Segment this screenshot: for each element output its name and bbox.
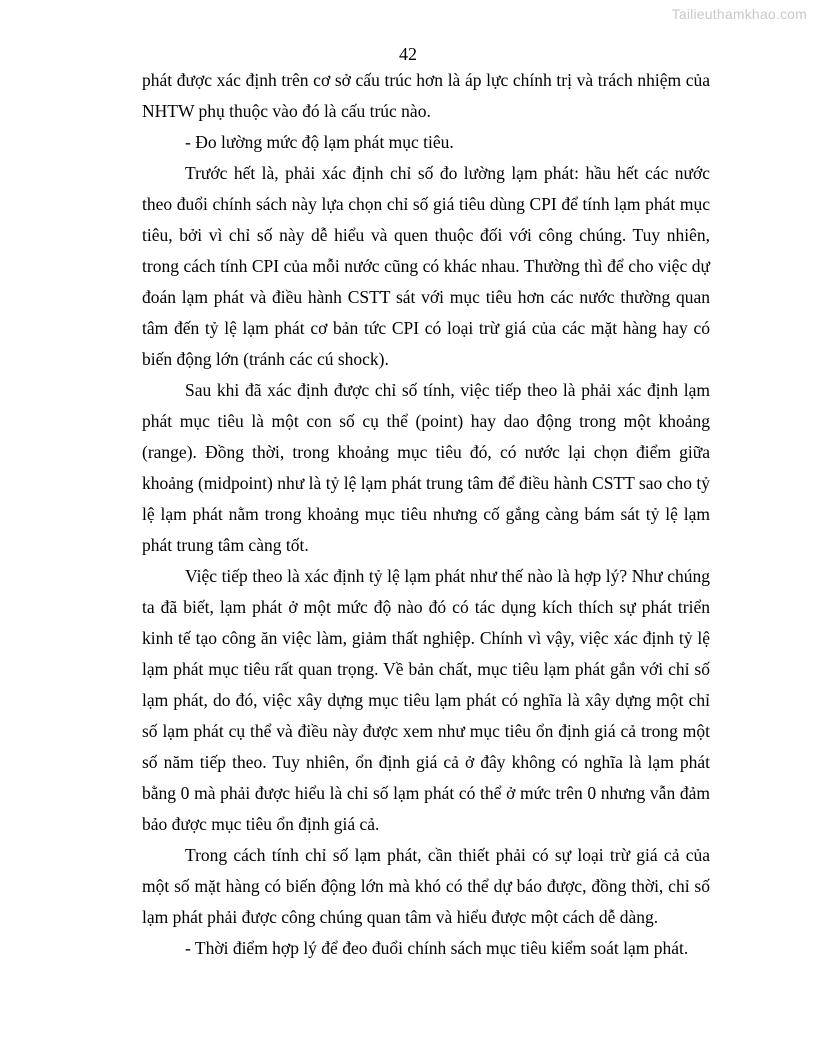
paragraph-exclusion: Trong cách tính chỉ số lạm phát, cần thiết phải có sự loại trừ giá cả của một số mặt hàng có biến động lớn mà khó có thể dự báo được, đồng thời, chỉ số lạm phát phải được công chúng quan tâm và hiểu được một cách dễ dàng. xyxy=(142,845,710,927)
paragraph-reasonable-rate: Việc tiếp theo là xác định tỷ lệ lạm phát như thế nào là hợp lý? Như chúng ta đã biết, lạm phát ở một mức độ nào đó có tác dụng kích thích sự phát triển kinh tế tạo công ăn việc làm, giảm thất nghiệp. Chính vì vậy, việc xác định tỷ lệ lạm phát mục tiêu rất quan trọng. Về bản chất, mục tiêu lạm phát gắn với chỉ số lạm phát, do đó, việc xây dựng mục tiêu lạm phát có nghĩa là xây dựng một chỉ số lạm phát cụ thể và điều này được xem như mục tiêu ổn định giá cả trong một số năm tiếp theo. Tuy nhiên, ổn định giá cả ở đây không có nghĩa là lạm phát bằng 0 mà phải được hiểu là chỉ số lạm phát có thể ở mức trên 0 nhưng vẫn đảm bảo được mục tiêu ổn định giá cả. xyxy=(142,566,710,834)
paragraph-continuation: phát được xác định trên cơ sở cấu trúc hơn là áp lực chính trị và trách nhiệm của NHTW phụ thuộc vào đó là cấu trúc nào. xyxy=(142,70,710,121)
watermark: Tailieuthamkhao.com xyxy=(671,6,807,22)
heading-measure-target-inflation: - Đo lường mức độ lạm phát mục tiêu. xyxy=(185,132,454,152)
paragraph-target-range: Sau khi đã xác định được chỉ số tính, việc tiếp theo là phải xác định lạm phát mục tiêu là một con số cụ thể (point) hay dao động trong một khoảng (range). Đồng thời, trong khoảng mục tiêu đó, có nước lại chọn điểm giữa khoảng (midpoint) như là tỷ lệ lạm phát trung tâm để điều hành CSTT sao cho tỷ lệ lạm phát nằm trong khoảng mục tiêu nhưng cố gắng càng bám sát tỷ lệ lạm phát trung tâm càng tốt. xyxy=(142,380,710,555)
document-body xyxy=(142,65,710,964)
heading-timing: - Thời điểm hợp lý để đeo đuổi chính sách mục tiêu kiểm soát lạm phát. xyxy=(185,938,689,958)
page-number: 42 xyxy=(399,44,417,64)
paragraph-inflation-index: Trước hết là, phải xác định chỉ số đo lường lạm phát: hầu hết các nước theo đuổi chính sách này lựa chọn chỉ số giá tiêu dùng CPI để tính lạm phát mục tiêu, bởi vì chỉ số này dễ hiểu và quen thuộc đối với công chúng. Tuy nhiên, trong cách tính CPI của mỗi nước cũng có khác nhau. Thường thì để cho việc dự đoán lạm phát và điều hành CSTT sát với mục tiêu hơn các nước thường quan tâm đến tỷ lệ lạm phát cơ bản tức CPI có loại trừ giá của các mặt hàng hay có biến động lớn (tránh các cú shock). xyxy=(142,163,710,369)
